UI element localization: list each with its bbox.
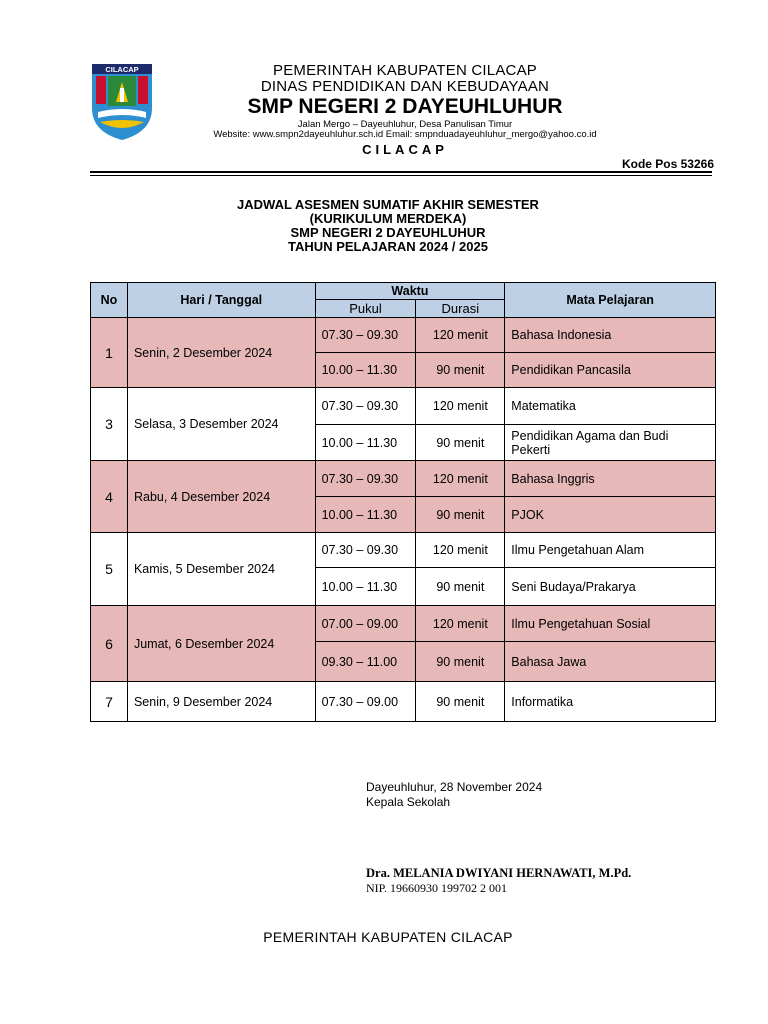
- table-row: [91, 533, 716, 568]
- logo-text: CILACAP: [105, 65, 139, 74]
- city-name: CILACAP: [362, 142, 448, 157]
- postal-code: Kode Pos 53266: [621, 157, 714, 171]
- row-durasi: 120 menit: [416, 318, 505, 353]
- row-durasi: 90 menit: [416, 682, 505, 722]
- row-durasi: 120 menit: [416, 388, 505, 425]
- table-row: [91, 318, 716, 353]
- row-number: 1: [91, 318, 128, 388]
- row-durasi: 90 menit: [416, 642, 505, 682]
- row-subject: Matematika: [505, 388, 716, 425]
- row-date: Rabu, 4 Desember 2024: [127, 461, 315, 533]
- row-durasi: 120 menit: [416, 461, 505, 497]
- row-pukul: 10.00 – 11.30: [315, 425, 416, 461]
- row-durasi: 90 menit: [416, 568, 505, 606]
- school-address: Jalan Mergo – Dayeuhluhur, Desa Panulisan Timur: [297, 119, 513, 130]
- header-subject: Mata Pelajaran: [505, 283, 716, 318]
- government-name: PEMERINTAH KABUPATEN CILACAP: [273, 62, 537, 79]
- row-pukul: 07.30 – 09.30: [315, 533, 416, 568]
- header-time: Waktu: [315, 283, 505, 300]
- signature-place-date: Dayeuhluhur, 28 November 2024: [366, 780, 543, 794]
- table-row: [91, 606, 716, 642]
- row-pukul: 09.30 – 11.00: [315, 642, 416, 682]
- row-date: Selasa, 3 Desember 2024: [127, 388, 315, 461]
- header-durasi: Durasi: [416, 300, 505, 318]
- row-subject: Pendidikan Agama dan Budi Pekerti: [505, 425, 716, 461]
- next-page-header: PEMERINTAH KABUPATEN CILACAP: [263, 929, 513, 945]
- document-title: JADWAL ASESMEN SUMATIF AKHIR SEMESTER: [237, 197, 539, 212]
- row-durasi: 90 menit: [416, 353, 505, 388]
- row-date: Senin, 2 Desember 2024: [127, 318, 315, 388]
- table-row: [91, 388, 716, 425]
- header-day: Hari / Tanggal: [127, 283, 315, 318]
- row-pukul: 07.00 – 09.00: [315, 606, 416, 642]
- row-subject: Seni Budaya/Prakarya: [505, 568, 716, 606]
- signature-role: Kepala Sekolah: [366, 795, 451, 809]
- row-number: 5: [91, 533, 128, 606]
- row-durasi: 120 menit: [416, 606, 505, 642]
- letterhead-rule-thick: [90, 171, 712, 173]
- row-pukul: 10.00 – 11.30: [315, 353, 416, 388]
- row-pukul: 07.30 – 09.30: [315, 388, 416, 425]
- row-pukul: 07.30 – 09.00: [315, 682, 416, 722]
- row-durasi: 90 menit: [416, 425, 505, 461]
- row-number: 6: [91, 606, 128, 682]
- row-subject: Pendidikan Pancasila: [505, 353, 716, 388]
- cilacap-logo: [90, 62, 154, 142]
- document-subtitle: (KURIKULUM MERDEKA): [309, 211, 467, 226]
- row-date: Senin, 9 Desember 2024: [127, 682, 315, 722]
- signature-nip: NIP. 19660930 199702 2 001: [366, 881, 508, 895]
- row-durasi: 120 menit: [416, 533, 505, 568]
- row-pukul: 07.30 – 09.30: [315, 461, 416, 497]
- document-school: SMP NEGERI 2 DAYEUHLUHUR: [290, 225, 486, 240]
- table-row: [91, 682, 716, 722]
- row-subject: Informatika: [505, 682, 716, 722]
- row-subject: Bahasa Jawa: [505, 642, 716, 682]
- row-subject: PJOK: [505, 497, 716, 533]
- school-name: SMP NEGERI 2 DAYEUHLUHUR: [247, 95, 563, 118]
- signature-name: Dra. MELANIA DWIYANI HERNAWATI, M.Pd.: [366, 866, 632, 880]
- row-date: Kamis, 5 Desember 2024: [127, 533, 315, 606]
- schedule-table: [90, 282, 716, 722]
- table-row: [91, 461, 716, 497]
- header-pukul: Pukul: [315, 300, 416, 318]
- letterhead-rule-thin: [90, 175, 712, 176]
- row-date: Jumat, 6 Desember 2024: [127, 606, 315, 682]
- document-year: TAHUN PELAJARAN 2024 / 2025: [288, 239, 488, 254]
- row-subject: Ilmu Pengetahuan Alam: [505, 533, 716, 568]
- row-durasi: 90 menit: [416, 497, 505, 533]
- row-subject: Bahasa Indonesia: [505, 318, 716, 353]
- row-pukul: 07.30 – 09.30: [315, 318, 416, 353]
- department-name: DINAS PENDIDIKAN DAN KEBUDAYAAN: [260, 78, 550, 95]
- row-subject: Ilmu Pengetahuan Sosial: [505, 606, 716, 642]
- row-pukul: 10.00 – 11.30: [315, 497, 416, 533]
- row-number: 4: [91, 461, 128, 533]
- row-number: 3: [91, 388, 128, 461]
- header-no: No: [91, 283, 128, 318]
- row-pukul: 10.00 – 11.30: [315, 568, 416, 606]
- row-number: 7: [91, 682, 128, 722]
- school-contact: Website: www.smpn2dayeuhluhur.sch.id Email: smpnduadayeuhluhur_mergo@yahoo.co.id: [213, 129, 597, 140]
- row-subject: Bahasa Inggris: [505, 461, 716, 497]
